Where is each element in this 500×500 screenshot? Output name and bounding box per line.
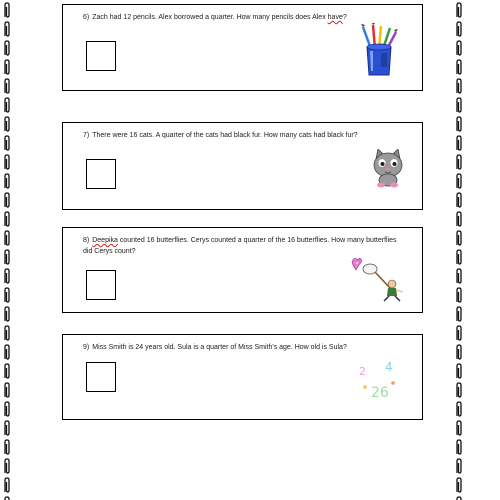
paper-clip-icon: [455, 192, 463, 209]
answer-box[interactable]: [86, 159, 116, 189]
paper-clip-icon: [455, 59, 463, 76]
paper-clip-icon: [455, 287, 463, 304]
pencil-cup-icon: [359, 23, 399, 79]
binder-clips-right: [452, 0, 466, 500]
paper-clip-icon: [455, 173, 463, 190]
paper-clip-icon: [3, 268, 11, 285]
paper-clip-icon: [455, 458, 463, 475]
paper-clip-icon: [3, 439, 11, 456]
paper-clip-icon: [3, 40, 11, 57]
paper-clip-icon: [455, 230, 463, 247]
answer-box[interactable]: [86, 41, 116, 71]
paper-clip-icon: [455, 401, 463, 418]
paper-clip-icon: [455, 78, 463, 95]
butterfly-net-icon: [348, 252, 408, 302]
spellcheck-flagged-word: have: [327, 14, 343, 21]
paper-clip-icon: [3, 230, 11, 247]
paper-clip-icon: [455, 154, 463, 171]
paper-clip-icon: [3, 306, 11, 323]
question-number: 9): [83, 344, 90, 351]
numbers-icon: [355, 357, 403, 403]
paper-clip-icon: [3, 249, 11, 266]
question-text: There were 16 cats. A quarter of the cats had black fur. How many cats had black fur?: [92, 132, 358, 139]
number-glyph: 4: [385, 360, 393, 374]
question-text-end: ?: [342, 14, 347, 21]
paper-clip-icon: [3, 496, 11, 500]
paper-clip-icon: [3, 173, 11, 190]
paper-clip-icon: [3, 211, 11, 228]
paper-clip-icon: [3, 325, 11, 342]
paper-clip-icon: [3, 287, 11, 304]
paper-clip-icon: [455, 40, 463, 57]
question-9-text: [83, 342, 401, 353]
question-number: 7): [83, 132, 90, 139]
paper-clip-icon: [455, 496, 463, 500]
answer-box[interactable]: [86, 270, 116, 300]
question-8-box: [62, 227, 423, 313]
paper-clip-icon: [455, 249, 463, 266]
paper-clip-icon: [3, 97, 11, 114]
paper-clip-icon: [455, 21, 463, 38]
paper-clip-icon: [455, 363, 463, 380]
number-glyph: 26: [371, 385, 389, 401]
paper-clip-icon: [455, 2, 463, 19]
paper-clip-icon: [455, 211, 463, 228]
paper-clip-icon: [3, 420, 11, 437]
paper-clip-icon: [455, 135, 463, 152]
paper-clip-icon: [3, 192, 11, 209]
question-text: Zach had 12 pencils. Alex borrowed a quarter. How many pencils does Alex: [92, 14, 328, 21]
number-glyph: 2: [359, 365, 366, 378]
question-7-text: [83, 130, 401, 141]
question-number: 8): [83, 237, 90, 244]
question-6-text: [83, 12, 401, 23]
paper-clip-icon: [455, 439, 463, 456]
question-text-end: counted 16 butterflies. Cerys counted a quarter of the 16 butterflies. How many butterflies did Cerys count?: [83, 237, 397, 255]
paper-clip-icon: [3, 59, 11, 76]
paper-clip-icon: [455, 97, 463, 114]
paper-clip-icon: [3, 458, 11, 475]
paper-clip-icon: [455, 382, 463, 399]
paper-clip-icon: [3, 21, 11, 38]
binder-clips-left: [0, 0, 14, 500]
paper-clip-icon: [3, 344, 11, 361]
question-9-box: [62, 334, 423, 420]
paper-clip-icon: [455, 306, 463, 323]
paper-clip-icon: [3, 477, 11, 494]
paper-clip-icon: [3, 363, 11, 380]
paper-clip-icon: [3, 401, 11, 418]
question-text: Miss Smith is 24 years old. Sula is a quarter of Miss Smith's age. How old is Sula?: [92, 344, 347, 351]
answer-box[interactable]: [86, 362, 116, 392]
paper-clip-icon: [3, 154, 11, 171]
spellcheck-flagged-word: Deepika: [92, 237, 118, 244]
paper-clip-icon: [455, 420, 463, 437]
paper-clip-icon: [3, 382, 11, 399]
paper-clip-icon: [3, 116, 11, 133]
paper-clip-icon: [455, 268, 463, 285]
question-number: 6): [83, 14, 90, 21]
cat-icon: [370, 149, 406, 189]
paper-clip-icon: [455, 477, 463, 494]
paper-clip-icon: [455, 344, 463, 361]
paper-clip-icon: [3, 135, 11, 152]
paper-clip-icon: [3, 2, 11, 19]
question-6-box: [62, 4, 423, 91]
paper-clip-icon: [455, 116, 463, 133]
question-7-box: [62, 122, 423, 210]
paper-clip-icon: [3, 78, 11, 95]
paper-clip-icon: [455, 325, 463, 342]
